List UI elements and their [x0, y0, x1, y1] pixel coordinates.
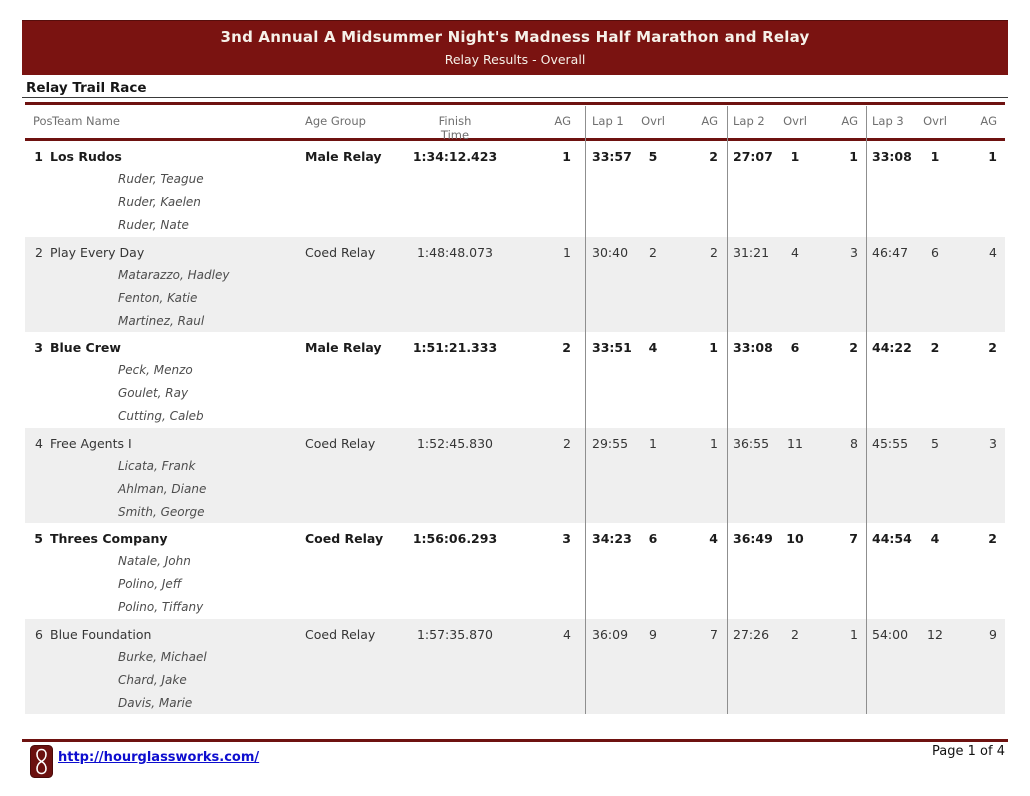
col-header-lap2: Lap 2	[733, 114, 765, 128]
row-lap2-ovrl: 6	[790, 340, 800, 355]
col-header-team-name: Team Name	[52, 114, 120, 128]
row-lap2-ovrl: 1	[790, 149, 800, 164]
row-ag-rank: 1	[563, 244, 571, 260]
row-member-3: Davis, Marie	[118, 695, 193, 710]
row-lap2-ag: 8	[850, 435, 858, 451]
row-member-1: Licata, Frank	[118, 458, 196, 473]
row-age-group: Coed Relay	[305, 435, 376, 451]
col-header-finish-time: Finish Time	[438, 114, 472, 142]
row-lap3-time: 45:55	[872, 435, 909, 451]
row-ag-rank: 4	[563, 626, 571, 642]
row-finish-time: 1:34:12.423	[412, 149, 498, 164]
table-row	[25, 619, 1005, 715]
row-lap3-ag: 4	[989, 244, 997, 260]
row-member-2: Chard, Jake	[118, 672, 187, 687]
row-team-name: Blue Crew	[50, 340, 121, 355]
row-team-name: Blue Foundation	[50, 626, 152, 642]
row-member-3: Ruder, Nate	[118, 218, 189, 232]
row-lap2-ovrl: 10	[786, 531, 804, 546]
row-member-1: Natale, John	[118, 554, 191, 568]
hourglass-icon	[30, 745, 53, 778]
row-position: 6	[35, 626, 43, 642]
row-lap3-ovrl: 1	[930, 149, 940, 164]
row-ag-rank: 2	[563, 435, 571, 451]
row-lap2-time: 36:55	[733, 435, 770, 451]
hourglassworks-link[interactable]: http://hourglassworks.com/	[58, 750, 260, 765]
table-row	[25, 141, 1005, 237]
row-lap1-ovrl: 5	[648, 149, 658, 164]
row-lap2-ovrl: 4	[791, 244, 799, 260]
row-member-3: Smith, George	[118, 504, 205, 519]
row-lap1-time: 30:40	[592, 244, 629, 260]
row-lap3-ovrl: 5	[931, 435, 939, 451]
row-member-1: Ruder, Teague	[118, 172, 204, 186]
row-member-1: Burke, Michael	[118, 649, 207, 664]
event-title: 3nd Annual A Midsummer Night's Madness Half Marathon and Relay	[220, 28, 810, 46]
row-finish-time: 1:52:45.830	[416, 435, 494, 451]
table-row	[25, 523, 1005, 619]
row-lap3-time: 33:08	[872, 149, 912, 164]
row-lap2-ag: 2	[849, 340, 858, 355]
row-lap1-ag: 1	[710, 435, 718, 451]
row-lap2-ovrl: 11	[787, 435, 803, 451]
row-lap2-time: 33:08	[733, 340, 773, 355]
footer-divider	[22, 739, 1008, 742]
row-member-3: Martinez, Raul	[118, 313, 205, 328]
row-finish-time: 1:57:35.870	[416, 626, 494, 642]
row-lap3-ag: 3	[989, 435, 997, 451]
col-header-lap3-ag: AG	[980, 114, 997, 128]
row-lap3-ag: 1	[988, 149, 997, 164]
row-position: 1	[34, 149, 43, 164]
col-header-lap3-ovrl: Ovrl	[923, 114, 947, 128]
row-age-group: Coed Relay	[305, 244, 376, 260]
table-row	[25, 428, 1005, 524]
table-row	[25, 332, 1005, 428]
section-title: Relay Trail Race	[26, 80, 147, 96]
row-lap1-time: 33:51	[592, 340, 632, 355]
row-lap2-ag: 1	[849, 149, 858, 164]
table-row	[25, 237, 1005, 333]
row-lap2-ag: 3	[850, 244, 858, 260]
col-header-lap1-ovrl: Ovrl	[641, 114, 665, 128]
row-lap3-ovrl: 6	[931, 244, 939, 260]
row-position: 5	[34, 531, 43, 546]
row-lap1-time: 29:55	[592, 435, 629, 451]
row-lap2-time: 31:21	[733, 244, 770, 260]
row-age-group: Coed Relay	[305, 626, 376, 642]
row-member-2: Fenton, Katie	[118, 290, 198, 305]
row-lap3-ovrl: 4	[930, 531, 940, 546]
row-lap1-ag: 2	[710, 244, 718, 260]
row-age-group: Coed Relay	[305, 531, 384, 546]
row-finish-time: 1:51:21.333	[412, 340, 498, 355]
row-lap2-ag: 1	[850, 626, 858, 642]
col-header-lap2-ag: AG	[841, 114, 858, 128]
col-header-ag: AG	[554, 114, 571, 128]
row-member-1: Peck, Menzo	[118, 363, 193, 377]
row-lap1-time: 36:09	[592, 626, 629, 642]
table-header-row	[25, 102, 1005, 141]
row-lap1-ovrl: 4	[648, 340, 658, 355]
row-finish-time: 1:56:06.293	[412, 531, 498, 546]
row-lap2-ovrl: 2	[791, 626, 799, 642]
page-number: Page 1 of 4	[932, 744, 1005, 759]
row-lap2-time: 36:49	[733, 531, 773, 546]
row-lap1-ag: 1	[709, 340, 718, 355]
row-member-1: Matarazzo, Hadley	[118, 267, 230, 282]
table-body	[25, 141, 1005, 714]
row-lap2-time: 27:26	[733, 626, 770, 642]
row-lap3-ovrl: 12	[927, 626, 943, 642]
row-lap1-ovrl: 9	[649, 626, 657, 642]
row-lap3-ag: 9	[989, 626, 997, 642]
col-header-age-group: Age Group	[305, 114, 366, 128]
row-lap3-ag: 2	[988, 340, 997, 355]
lap1-column-divider	[585, 106, 586, 714]
row-age-group: Male Relay	[305, 340, 382, 355]
row-lap3-time: 44:22	[872, 340, 912, 355]
row-ag-rank: 3	[562, 531, 571, 546]
col-header-lap1: Lap 1	[592, 114, 624, 128]
row-team-name: Los Rudos	[50, 149, 122, 164]
row-team-name: Free Agents I	[50, 435, 132, 451]
col-header-lap2-ovrl: Ovrl	[783, 114, 807, 128]
row-position: 4	[35, 435, 43, 451]
row-lap1-time: 33:57	[592, 149, 632, 164]
row-position: 3	[34, 340, 43, 355]
row-ag-rank: 2	[562, 340, 571, 355]
row-member-3: Polino, Tiffany	[118, 600, 204, 614]
row-member-2: Goulet, Ray	[118, 386, 189, 400]
row-lap3-time: 46:47	[872, 244, 909, 260]
row-lap3-ag: 2	[988, 531, 997, 546]
row-member-3: Cutting, Caleb	[118, 409, 204, 423]
row-ag-rank: 1	[562, 149, 571, 164]
row-member-2: Ahlman, Diane	[118, 481, 207, 496]
section-divider	[22, 97, 1008, 98]
row-member-2: Polino, Jeff	[118, 577, 182, 591]
row-age-group: Male Relay	[305, 149, 382, 164]
row-lap2-time: 27:07	[733, 149, 773, 164]
col-header-lap3: Lap 3	[872, 114, 904, 128]
row-finish-time: 1:48:48.073	[416, 244, 494, 260]
lap3-column-divider	[866, 106, 867, 714]
col-header-lap1-ag: AG	[701, 114, 718, 128]
row-lap1-ag: 2	[709, 149, 718, 164]
row-lap2-ag: 7	[849, 531, 858, 546]
title-band	[22, 20, 1008, 75]
row-lap1-ovrl: 1	[649, 435, 657, 451]
results-subtitle: Relay Results - Overall	[444, 52, 586, 67]
col-header-pos: Pos	[33, 114, 53, 128]
row-lap3-time: 44:54	[872, 531, 912, 546]
row-lap3-time: 54:00	[872, 626, 909, 642]
row-position: 2	[35, 244, 43, 260]
row-member-2: Ruder, Kaelen	[118, 195, 201, 209]
row-lap1-ag: 7	[710, 626, 718, 642]
row-team-name: Play Every Day	[50, 244, 145, 260]
row-lap3-ovrl: 2	[930, 340, 940, 355]
row-lap1-time: 34:23	[592, 531, 632, 546]
row-lap1-ovrl: 6	[648, 531, 658, 546]
lap2-column-divider	[727, 106, 728, 714]
results-table	[25, 102, 1005, 714]
row-lap1-ovrl: 2	[649, 244, 657, 260]
row-team-name: Threes Company	[50, 531, 168, 546]
row-lap1-ag: 4	[709, 531, 718, 546]
